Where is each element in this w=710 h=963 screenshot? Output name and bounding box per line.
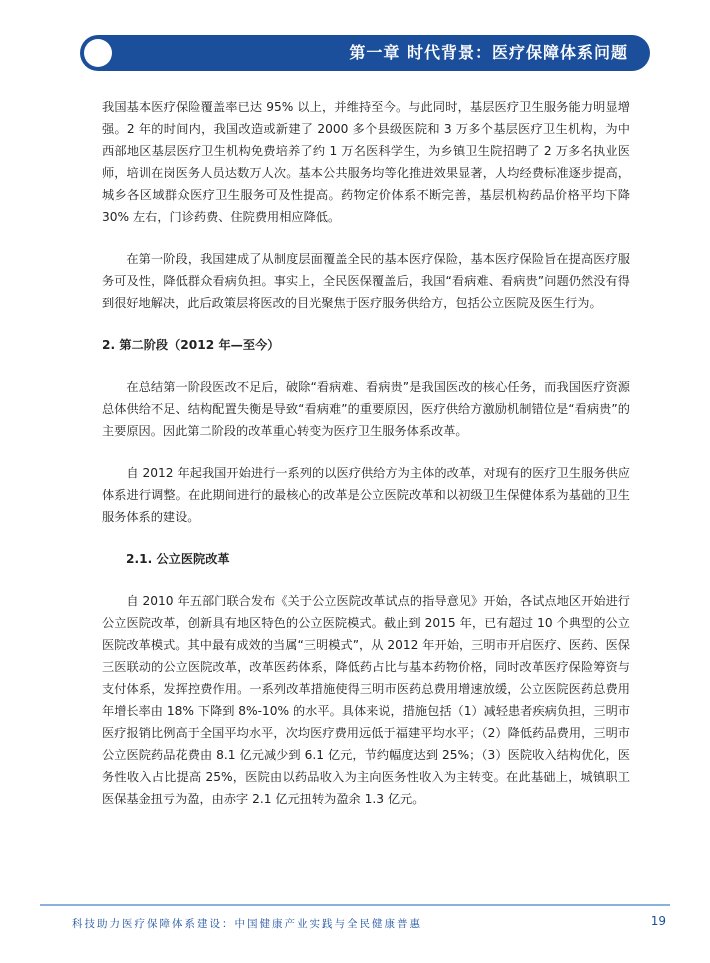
- page-number: 19: [650, 914, 666, 928]
- page-body: [102, 96, 630, 810]
- section-2-1-heading: 2.1. 公立医院改革: [126, 552, 230, 566]
- paragraph-5: 自 2010 年五部门联合发布《关于公立医院改革试点的指导意见》开始，各试点地区开始进行公立医院改革，创新具有地区特色的公立医院模式。截止到 2015 年，已有超过 10 个典型的公立医院改革模式。其中最有成效的当属“三明模式”，从 2012 年开始，三明市开启医疗、医药、医保三医联动的公立医院改革，改革医药体系，降低药占比与基本药物价格，同时改革医疗保险筹资与支付体系，发挥控费作用。一系列改革措施使得三明市医药总费用增速放缓，公立医院医药总费用年增长率由 18% 下降到 8%-10% 的水平。具体来说，措施包括（1）减轻患者疾病负担，三明市医疗报销比例高于全国平均水平，次均医疗费用远低于福建平均水平；（2）降低药品费用，三明市公立医院药品花费由 8.1 亿元减少到 6.1 亿元，节约幅度达到 25%；（3）医院收入结构优化，医务性收入占比提高 25%，医院由以药品收入为主向医务性收入为主转变。在此基础上，城镇职工医保基金扭亏为盈，由赤字 2.1 亿元扭转为盈余 1.3 亿元。: [102, 594, 630, 806]
- chapter-title: 第一章 时代背景：医疗保障体系问题: [349, 43, 628, 62]
- header-circle-decoration: [84, 39, 112, 67]
- footer-divider: [40, 904, 670, 906]
- paragraph-4: 自 2012 年起我国开始进行一系列的以医疗供给方为主体的改革，对现有的医疗卫生服务供应体系进行调整。在此期间进行的最核心的改革是公立医院改革和以初级卫生保健体系为基础的卫生服务体系的建设。: [102, 466, 630, 524]
- section-2-heading: 2. 第二阶段（2012 年—至今）: [102, 338, 280, 352]
- paragraph-1: 我国基本医疗保险覆盖率已达 95% 以上，并维持至今。与此同时，基层医疗卫生服务能力明显增强。2 年的时间内，我国改造或新建了 2000 多个县级医院和 3 万多个基层医疗卫生机构，为中西部地区基层医疗卫生机构免费培养了约 1 万名医科学生，为乡镇卫生院招聘了 2 万多名执业医师，培训在岗医务人员达数万人次。基本公共服务均等化推进效果显著，人均经费标准逐步提高，城乡各区域群众医疗卫生服务可及性提高。药物定价体系不断完善，基层机构药品价格平均下降 30% 左右，门诊药费、住院费用相应降低。: [102, 100, 630, 224]
- paragraph-2: 在第一阶段，我国建成了从制度层面覆盖全民的基本医疗保险，基本医疗保险旨在提高医疗服务可及性，降低群众看病负担。事实上，全民医保覆盖后，我国“看病难、看病贵”问题仍然没有得到很好地解决，此后政策层将医改的目光聚焦于医疗服务供给方，包括公立医院及医生行为。: [102, 252, 630, 310]
- chapter-header-bar: [80, 35, 650, 71]
- paragraph-3: 在总结第一阶段医改不足后，破除“看病难、看病贵”是我国医改的核心任务，而我国医疗资源总体供给不足、结构配置失衡是导致“看病难”的重要原因，医疗供给方激励机制错位是“看病贵”的主要原因。因此第二阶段的改革重心转变为医疗卫生服务体系改革。: [102, 380, 630, 438]
- footer-book-title: 科技助力医疗保障体系建设：中国健康产业实践与全民健康普惠: [72, 918, 422, 930]
